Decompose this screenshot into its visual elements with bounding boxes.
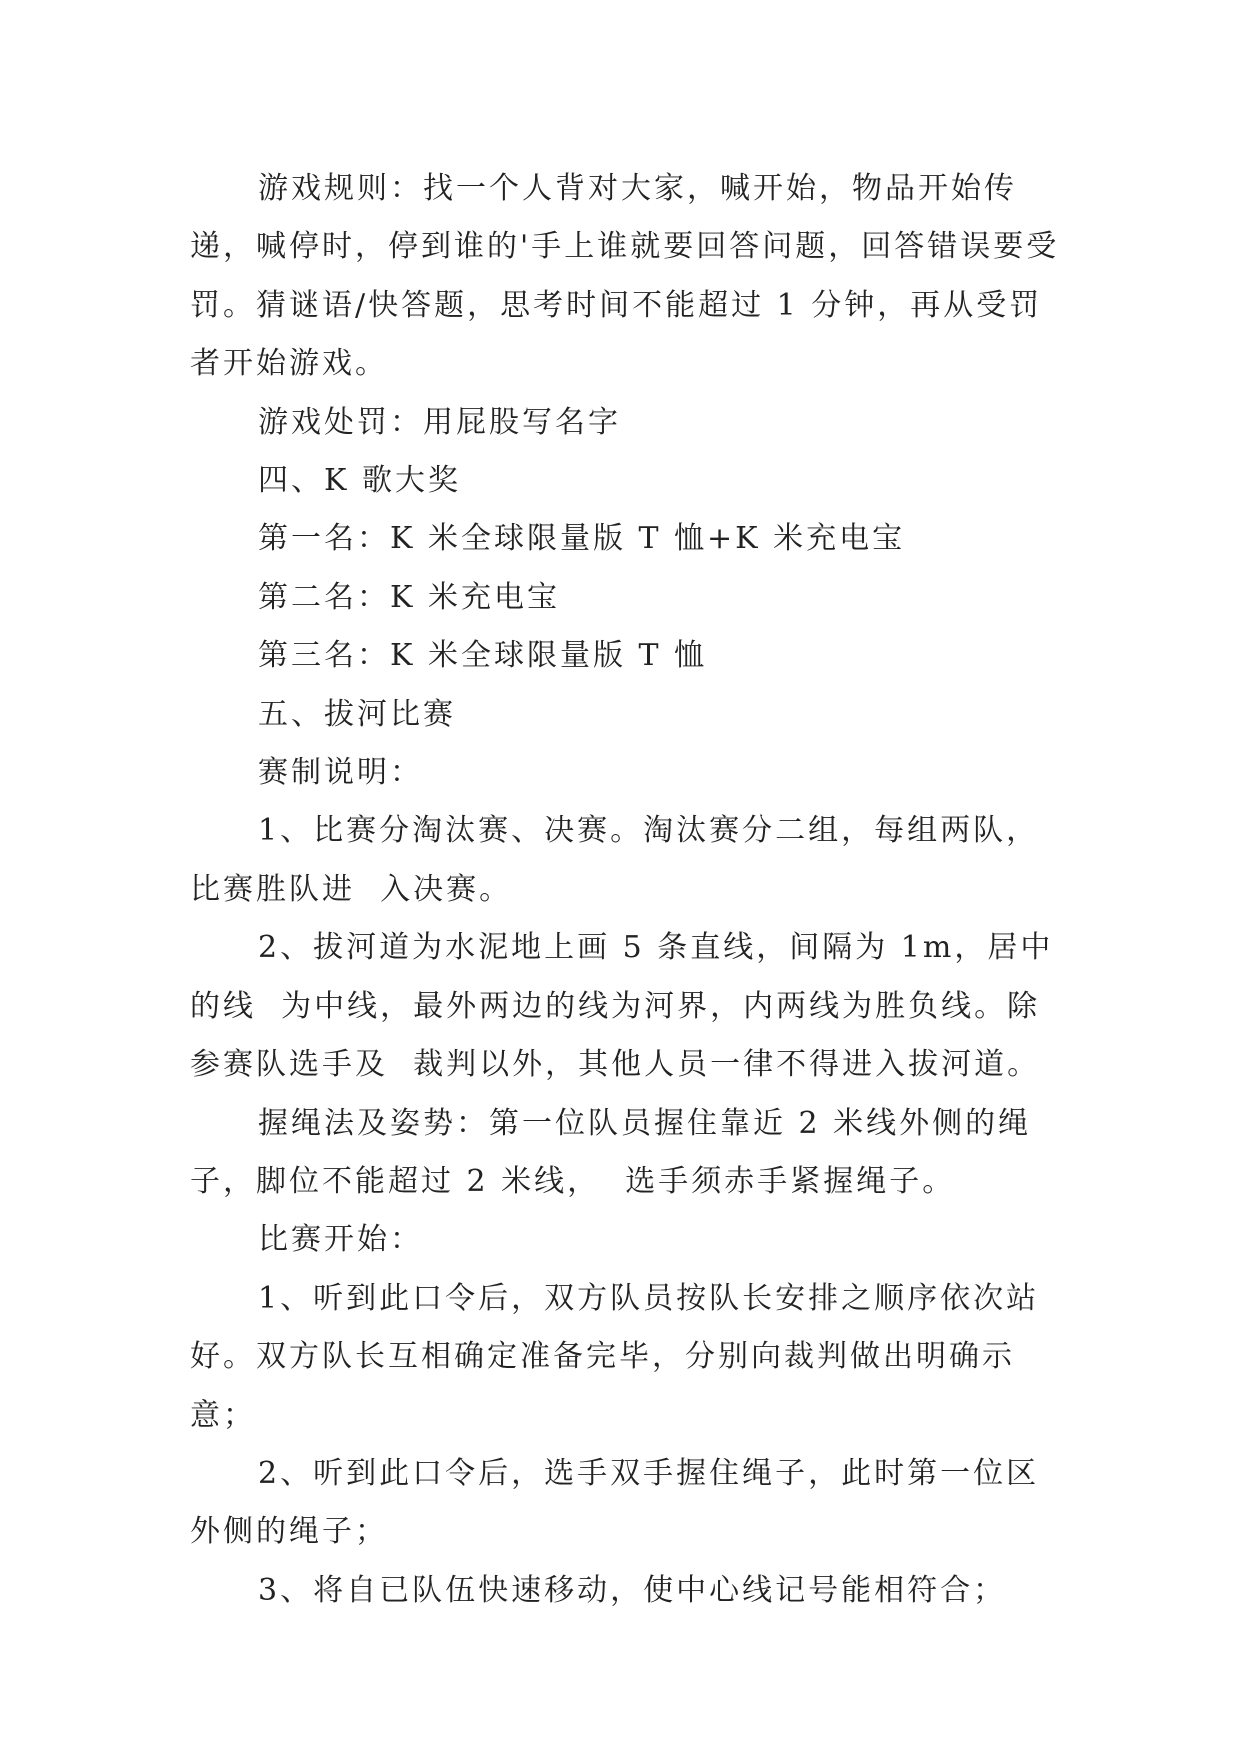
paragraph-game-penalty: 游戏处罚：用屁股写名字 — [258, 404, 621, 440]
document-body — [190, 160, 1060, 1620]
paragraph-third-prize: 第三名：K 米全球限量版 T 恤 — [258, 638, 708, 674]
paragraph-game-rules: 游戏规则：找一个人背对大家，喊开始，物品开始传递，喊停时，停到谁的'手上谁就要回答问题，回答错误要受罚。猜谜语/快答题，思考时间不能超过 1 分钟，再从受罚者开始游戏。 — [190, 171, 1060, 382]
paragraph-format-item-1: 1、比赛分淘汰赛、决赛。淘汰赛分二组，每组两队，比赛胜队进 入决赛。 — [190, 813, 1040, 907]
paragraph-second-prize: 第二名：K 米充电宝 — [258, 579, 560, 615]
section-heading-karaoke-award: 四、K 歌大奖 — [258, 463, 461, 499]
section-heading-tug-of-war: 五、拔河比赛 — [258, 696, 456, 732]
paragraph-first-prize: 第一名：K 米全球限量版 T 恤+K 米充电宝 — [258, 521, 906, 557]
paragraph-start-item-2: 2、听到此口令后，选手双手握住绳子，此时第一位区外侧的绳子； — [190, 1455, 1040, 1550]
paragraph-start-item-1: 1、听到此口令后，双方队员按队长安排之顺序依次站好。双方队长互相确定准备完毕，分别向裁判做出明确示意； — [190, 1280, 1040, 1433]
paragraph-format-item-2: 2、拔河道为水泥地上画 5 条直线，间隔为 1m，居中的线 为中线，最外两边的线为河界，内两线为胜负线。除参赛队选手及 裁判以外，其他人员一律不得进入拔河道。 — [190, 930, 1054, 1083]
paragraph-start-item-3: 3、将自已队伍快速移动，使中心线记号能相符合； — [258, 1572, 1007, 1608]
paragraph-match-start-heading: 比赛开始： — [258, 1222, 423, 1258]
paragraph-format-heading: 赛制说明： — [258, 755, 423, 791]
paragraph-grip-posture: 握绳法及姿势：第一位队员握住靠近 2 米线外侧的绳子，脚位不能超过 2 米线， 选手须赤手紧握绳子。 — [190, 1105, 1032, 1199]
